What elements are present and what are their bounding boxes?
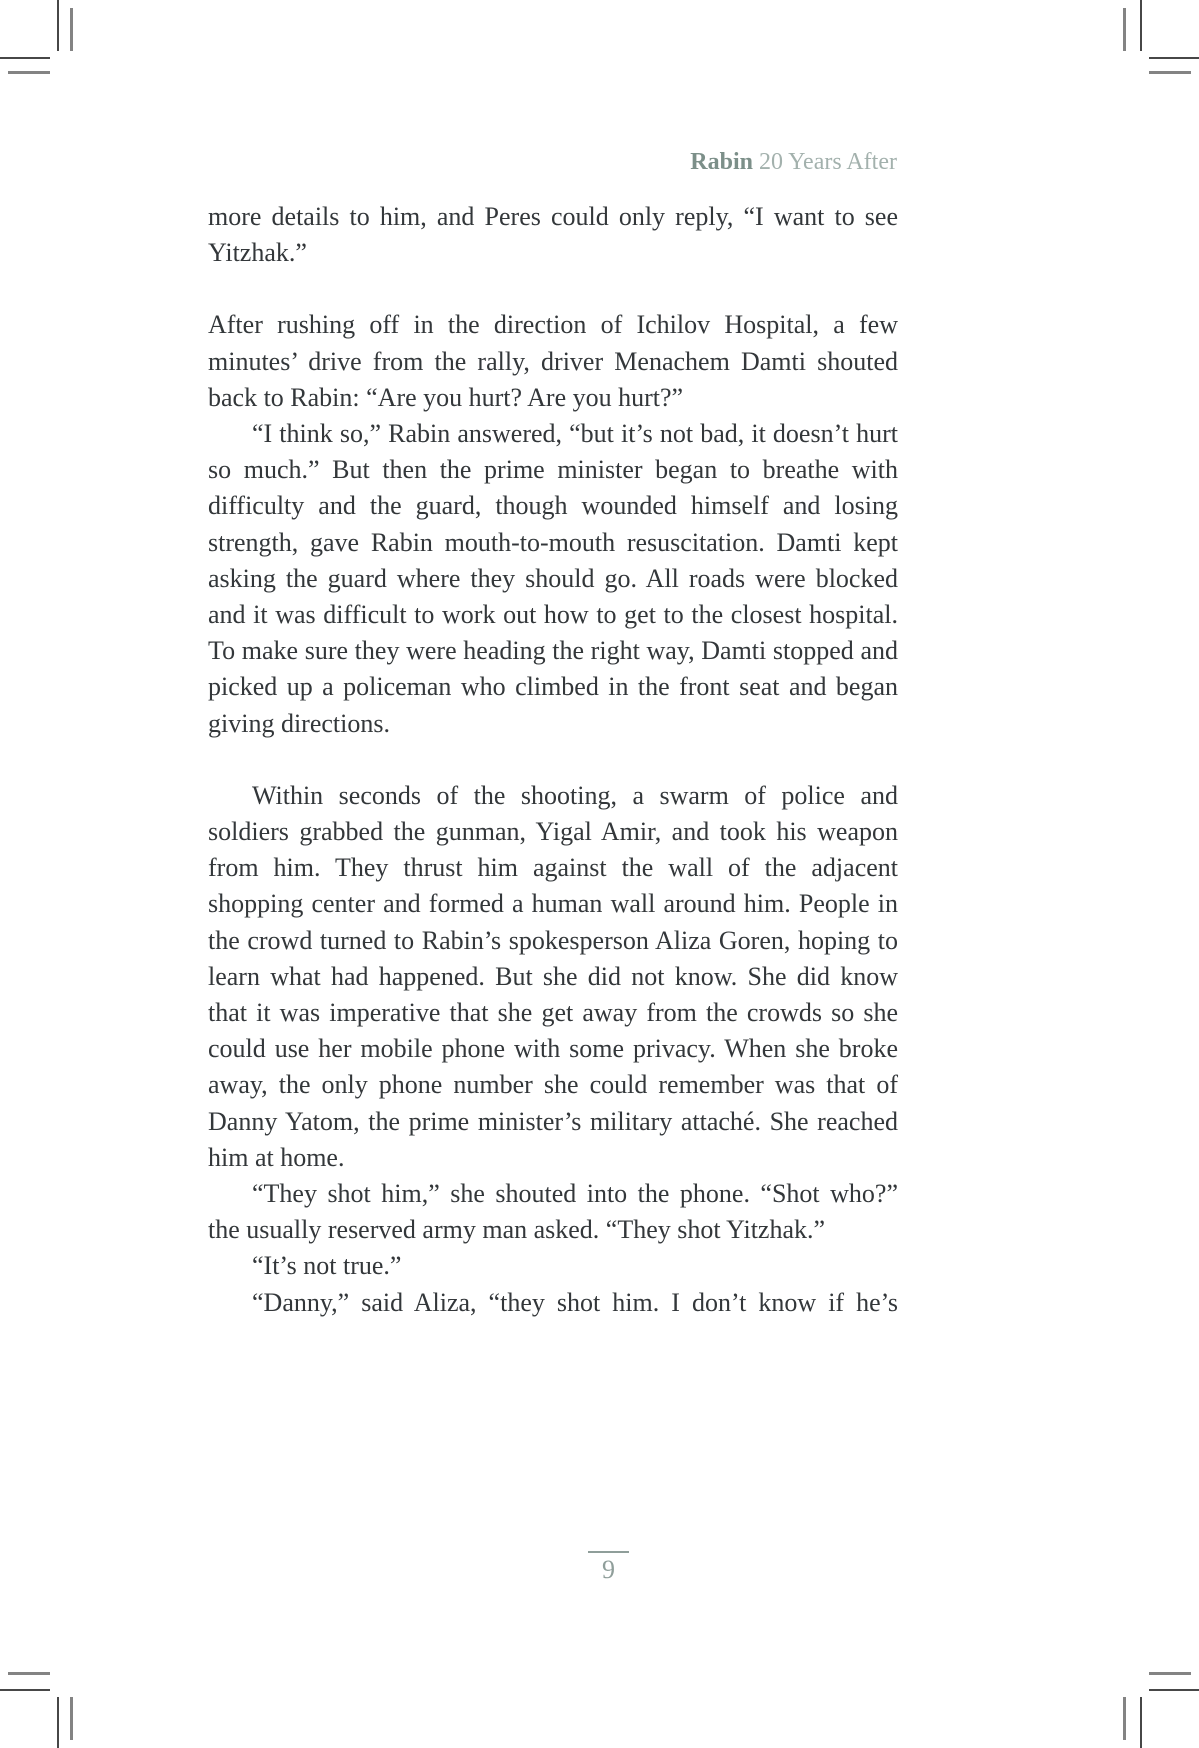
folio [0, 1551, 1199, 1586]
running-header-subtitle: 20 Years After [753, 149, 897, 175]
paragraph: “Danny,” said Aliza, “they shot him. I don’t know if he’s [252, 1287, 898, 1317]
running-header [690, 147, 897, 177]
paragraph: After rushing off in the direction of Ichilov Hospital, a few minutes’ drive from the rally, driver Menachem Damti shouted back to Rabin: “Are you hurt? Are you hurt?” [208, 310, 898, 412]
crop-mark [1123, 1697, 1126, 1740]
crop-mark [57, 1697, 59, 1748]
paragraph: “I think so,” Rabin answered, “but it’s not bad, it doesn’t hurt so much.” But then the prime minister began to breathe with difficulty and the guard, though wounded himself and losing strength, gave Rabin mouth-to-mouth resuscitation. Damti kept asking the guard where they should go. All roads were blocked and it was difficult to work out how to get to the closest hospital. To make sure they were heading the right way, Damti stopped and picked up a policeman who climbed in the front seat and began giving directions. [208, 419, 898, 738]
running-header-title: Rabin [690, 149, 753, 175]
crop-mark [1123, 8, 1126, 51]
crop-mark [1149, 57, 1199, 59]
crop-mark [1149, 1672, 1191, 1675]
crop-mark [1149, 1689, 1199, 1691]
crop-mark [70, 8, 73, 51]
text-block [208, 199, 898, 1321]
crop-mark [8, 71, 50, 74]
crop-mark [0, 1689, 50, 1691]
crop-mark [0, 57, 50, 59]
crop-mark [57, 0, 59, 51]
paragraph: “They shot him,” she shouted into the phone. “Shot who?” the usually reserved army man asked. “They shot Yitzhak.” [208, 1179, 898, 1245]
paragraph: “It’s not true.” [252, 1251, 402, 1281]
crop-mark [70, 1697, 73, 1740]
paragraph: more details to him, and Peres could only reply, “I want to see Yitzhak.” [208, 202, 898, 268]
crop-mark [1149, 71, 1191, 74]
crop-mark [8, 1672, 50, 1675]
page-number: 9 [588, 1551, 629, 1586]
paragraph: Within seconds of the shooting, a swarm of police and soldiers grabbed the gunman, Yigal Amir, and took his weapon from him. They thrust him against the wall of the adjacent shopping center and formed a human wall around him. People in the crowd turned to Rabin’s spokesperson Aliza Goren, hoping to learn what had happened. But she did not know. She did know that it was imperative that she get away from the crowds so she could use her mobile phone with some privacy. When she broke away, the only phone number she could remember was that of Danny Yatom, the prime minister’s military attaché. She reached him at home. [208, 780, 898, 1172]
crop-mark [1140, 0, 1142, 51]
crop-mark [1140, 1697, 1142, 1748]
